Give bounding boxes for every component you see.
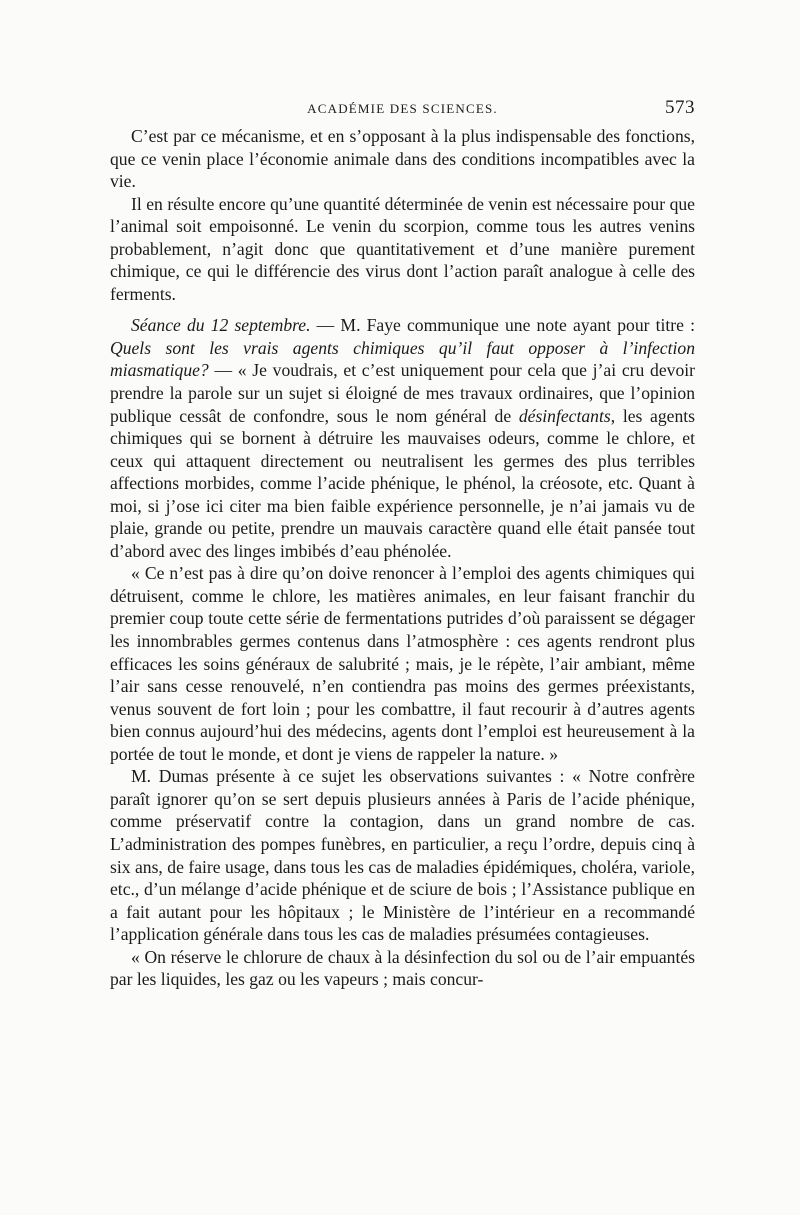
- italic-term: désinfectants: [518, 405, 611, 426]
- paragraph-5: M. Dumas présente à ce sujet les observations suivantes : « Notre confrère paraît ignorer qu’on se sert depuis plusieurs années à Paris de l’acide phénique, comme préservatif contre la contagion, dans un grand nombre de cas. L’administration des pompes funèbres, en particulier, a reçu l’ordre, depuis cinq à six ans, de faire usage, dans tous les cas de maladies épidémiques, choléra, variole, etc., d’un mélange d’acide phénique et de sciure de bois ; l’Assistance publique en a fait autant pour les hôpitaux ; le Ministère de l’intérieur en a recommandé l’application générale dans tous les cas de maladies présumées contagieuses.: [110, 766, 695, 945]
- paragraph-6: « On réserve le chlorure de chaux à la désinfection du sol ou de l’air empuantés par les liquides, les gaz ou les vapeurs ; mais concur-: [110, 946, 695, 990]
- seance-text-b: , les agents chimiques qui se bornent à détruire les mauvaises odeurs, comme le chlore, et ceux qui attaquent directement ou neutralisent les germes des plus terribles affections morbides, comme l’acide phénique, le phénol, la créosote, etc. Quant à moi, si j’ose ici citer ma bien faible expérience personnelle, je n’ai jamais vu de plaie, grande ou petite, prendre un mauvais caractère quand elle était pansée tout d’abord avec des linges imbibés d’eau phénolée.: [110, 405, 696, 561]
- document-page: [110, 95, 695, 991]
- paragraph-2: Il en résulte encore qu’une quantité déterminée de venin est nécessaire pour que l’animal soit empoisonné. Le venin du scorpion, comme tous les autres venins probablement, n’agit donc que quantitativement et d’une manière purement chimique, ce qui le différencie des virus dont l’action paraît analogue à celle des ferments.: [110, 193, 695, 304]
- seance-lead: M. Faye communique une note ayant pour titre :: [340, 315, 695, 336]
- seance-date: Séance du 12 septembre.: [131, 315, 311, 336]
- body-text: [110, 125, 695, 991]
- paragraph-seance: [110, 314, 695, 562]
- paragraph-4: « Ce n’est pas à dire qu’on doive renoncer à l’emploi des agents chimiques qui détruisent, comme le chlore, les matières animales, en leur faisant franchir du premier coup toute cette série de fermentations putrides d’où paraissent se dégager les innombrables germes contenus dans l’atmosphère : ces agents rendront plus efficaces les soins généraux de salubrité ; mais, je le répète, l’air ambiant, même l’air sans cesse renouvelé, n’en contiendra pas moins des germes préexistants, venus souvent de fort loin ; pour les combattre, il faut recourir à d’autres agents bien connus aujourd’hui des médecins, agents dont l’emploi est heureusement à la portée de tout le monde, et dont je viens de rappeler la nature. »: [110, 563, 695, 764]
- paragraph-1: C’est par ce mécanisme, et en s’opposant à la plus indispensable des fonctions, que ce venin place l’économie animale dans des conditions incompatibles avec la vie.: [110, 126, 695, 192]
- note-title: Quels sont les vrais agents chimiques qu’il faut opposer à l’infection miasmatique?: [110, 337, 695, 381]
- page-number: 573: [665, 97, 695, 118]
- running-header: [110, 95, 695, 125]
- seance-dash: —: [310, 315, 341, 336]
- seance-text-a: — « Je voudrais, et c’est uniquement pour cela que j’ai cru devoir prendre la parole sur un sujet si éloigné de mes travaux ordinaires, que l’opinion publique cessât de confondre, sous le nom général de: [110, 360, 695, 426]
- running-title: ACADÉMIE DES SCIENCES.: [307, 101, 498, 116]
